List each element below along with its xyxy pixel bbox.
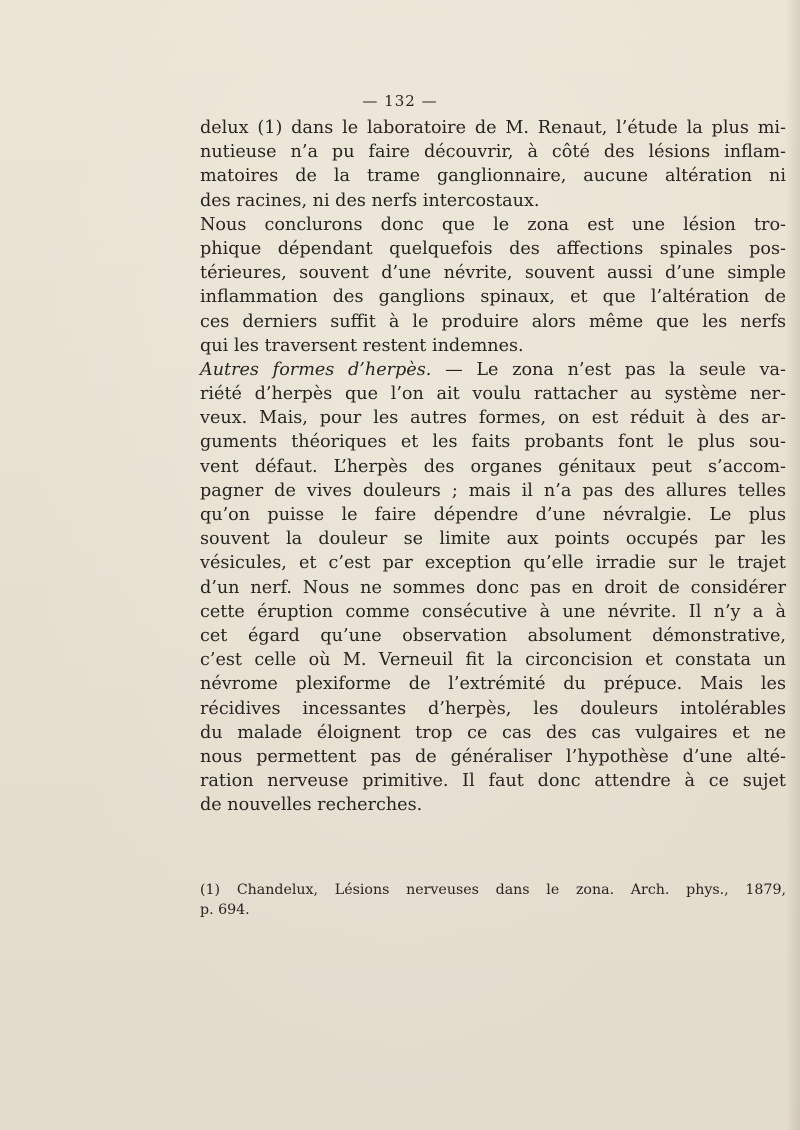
text-line: nous permettent pas de généraliser l’hypothèse d’une alté- xyxy=(200,746,786,767)
text-line: névrome plexiforme de l’extrémité du prépuce. Mais les xyxy=(200,674,786,695)
body-text xyxy=(200,116,786,817)
text-line: d’un nerf. Nous ne sommes donc pas en droit de considérer xyxy=(200,577,786,598)
text-line: veux. Mais, pour les autres formes, on est réduit à des ar- xyxy=(200,408,786,429)
text-line: du malade éloignent trop ce cas des cas vulgaires et ne xyxy=(200,722,786,743)
text-line: qu’on puisse le faire dépendre d’une névralgie. Le plus xyxy=(200,505,786,525)
section-heading: Autres formes d’herpès. xyxy=(200,359,432,380)
text-line: ration nerveuse primitive. Il faut donc attendre à ce sujet xyxy=(200,771,786,792)
text-line: riété d’herpès que l’on ait voulu rattacher au système ner- xyxy=(200,384,786,405)
text-line: récidives incessantes d’herpès, les douleurs intolérables xyxy=(200,698,786,719)
text-line: vent défaut. L’herpès des organes génitaux peut s’accom- xyxy=(200,456,786,477)
text-line: Nous conclurons donc que le zona est une lésion tro- xyxy=(200,214,786,235)
text-line: delux (1) dans le laboratoire de M. Renaut, l’étude la plus mi- xyxy=(200,118,786,138)
text-line: cette éruption comme consécutive à une névrite. Il n’y a à xyxy=(200,601,786,622)
text-line: phique dépendant quelquefois des affections spinales pos- xyxy=(200,238,786,259)
text-line: pagner de vives douleurs ; mais il n’a pas des allures telles xyxy=(200,480,786,501)
text-line: térieures, souvent d’une névrite, souvent aussi d’une simple xyxy=(200,263,786,284)
text-line: souvent la douleur se limite aux points occupés par les xyxy=(200,529,786,550)
text-line: des racines, ni des nerfs intercostaux. xyxy=(200,190,540,211)
footnote-line: p. 694. xyxy=(200,902,250,918)
text-line: matoires de la trame ganglionnaire, aucune altération ni xyxy=(200,166,786,187)
page-number: — 132 — xyxy=(362,92,438,110)
page-edge-shadow xyxy=(786,0,800,1130)
footnote xyxy=(200,880,786,920)
text-line: Autres formes d’herpès. — Le zona n’est pas la seule va- xyxy=(200,359,786,380)
text-line: cet égard qu’une observation absolument démonstrative, xyxy=(200,625,786,646)
text-line: nutieuse n’a pu faire découvrir, à côté des lésions inflam- xyxy=(200,142,786,163)
footnote-line: (1) Chandelux, Lésions nerveuses dans le zona. Arch. phys., 1879, xyxy=(200,882,786,898)
text-line: qui les traversent restent indemnes. xyxy=(200,335,524,356)
text-line: inflammation des ganglions spinaux, et que l’altération de xyxy=(200,287,786,308)
text-line: c’est celle où M. Verneuil fit la circoncision et constata un xyxy=(200,650,786,671)
text-line: vésicules, et c’est par exception qu’elle irradie sur le trajet xyxy=(200,553,786,574)
text-line: de nouvelles recherches. xyxy=(200,795,423,816)
text-line: ces derniers suffit à le produire alors même que les nerfs xyxy=(200,311,786,332)
text-line: guments théoriques et les faits probants font le plus sou- xyxy=(200,432,786,453)
